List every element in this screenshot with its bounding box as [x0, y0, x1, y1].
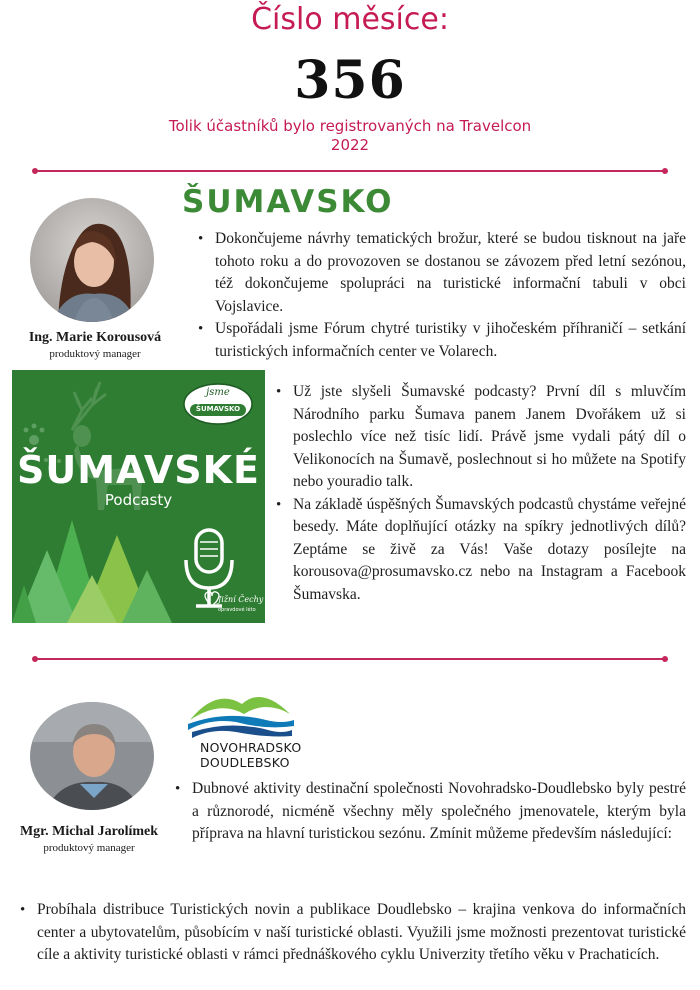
novohradsko-logo-line1: NOVOHRADSKO: [200, 740, 302, 755]
section-divider: [35, 170, 665, 172]
person-name: Mgr. Michal Jarolímek: [19, 824, 159, 839]
podcast-cover: [12, 370, 265, 623]
badge-top-text: jsme: [206, 387, 230, 398]
novohradsko-logo-graphic: [186, 680, 296, 738]
person-role: produktový manager: [49, 348, 141, 360]
list-item: • Uspořádali jsme Fórum chytré turistiky v jihočeském příhraničí – setkání turistických informačních center ve Volarech.: [196, 318, 686, 363]
sumavsko-list-top: [196, 228, 686, 363]
list-item: • Probíhala distribuce Turistických novin a publikace Doudlebsko – krajina venkova do informačních center a ubytovatelům, působícím v naší turistické oblasti. Využili jsme možnosti prezentovat turistické cíle a aktivity turistické oblasti v rámci přednáškového cyklu Univerzity třetího věku v Prachaticích.: [18, 899, 686, 967]
region-line1: Jižní Čechy: [218, 595, 264, 604]
sumavsko-logo: ŠUMAVSKO: [182, 184, 394, 220]
region-line2: opravdové léto: [218, 607, 256, 613]
sumavsko-list-bottom: [274, 381, 686, 606]
podcast-subtitle: Podcasty: [104, 491, 173, 509]
page-title: Číslo měsíce:: [251, 2, 449, 37]
podcast-title: ŠUMAVSKÉ: [16, 448, 261, 492]
person-role: produktový manager: [43, 842, 135, 854]
avatar-marie-korousova: [30, 198, 154, 322]
novohradsko-list-top: [173, 778, 686, 846]
novohradsko-logo-line2: DOUDLEBSKO: [200, 755, 290, 770]
section-divider: [35, 658, 665, 660]
number-caption: Tolik účastníků bylo registrovaných na Travelcon 2022: [168, 117, 532, 154]
badge-bottom-text: ŠUMAVSKO: [195, 405, 241, 413]
list-item: • Už jste slyšeli Šumavské podcasty? První díl s mluvčím Národního parku Šumava panem Janem Dvořákem už si poslechlo více než tisíc lidí. Právě jsme vydali pátý díl o Velikonocích na Šumavě, poslechnout si ho můžete na Spotify nebo youradio talk.: [274, 381, 686, 494]
person-name: Ing. Marie Korousová: [28, 330, 162, 345]
list-item: • Na základě úspěšných Šumavských podcastů chystáme veřejné besedy. Máte doplňující otázky na spíkry jednotlivých dílů? Zeptáme se živě za Vás! Vaše dotazy posílejte na korousova@prosumavsko.cz nebo na Instagram a Facebook Šumavska.: [274, 494, 686, 607]
avatar-michal-jarolimek: [30, 702, 154, 810]
list-item: • Dubnové aktivity destinační společnosti Novohradsko-Doudlebsko byly pestré a různorodé, nicméně všechny měly společného jmenovatele, kterým byla příprava na hlavní turistickou sezónu. Zmínit můžeme především následující:: [173, 778, 686, 846]
novohradsko-list-bottom: [18, 899, 686, 967]
list-item: • Dokončujeme návrhy tematických brožur, které se budou tisknout na jaře tohoto roku a do provozoven se dostanou se závozem před letní sezónou, též dokončujeme spolupráci na turistické informační tabuli v obci Vojslavice.: [196, 228, 686, 318]
month-number: 356: [294, 50, 406, 111]
